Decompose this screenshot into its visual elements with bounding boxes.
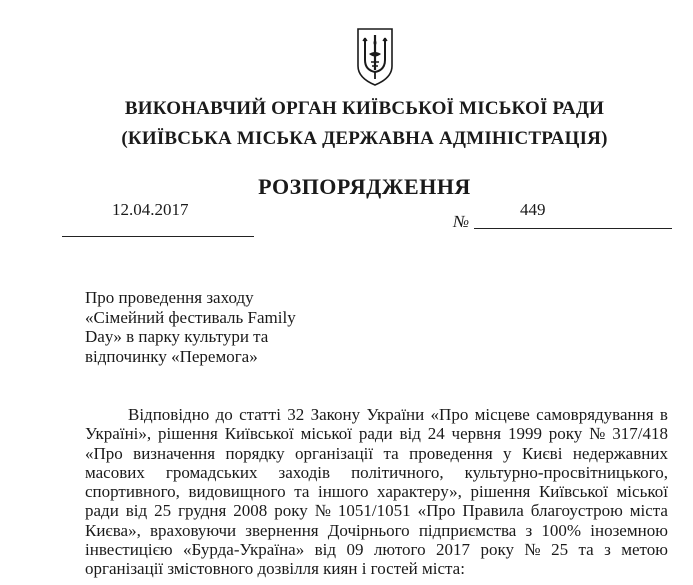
body-line: спортивного, видовищного та іншого характеру», рішення Київської міської [85, 482, 668, 502]
body-line: масових громадських заходів політичного, культурно-просвітницького, [85, 462, 668, 482]
number-sign: № [453, 212, 470, 231]
body-line: ради від 25 грудня 2008 року № 1051/1051 «Про Правила благоустрою міста [85, 501, 668, 521]
issuing-authority-name: ВИКОНАВЧИЙ ОРГАН КИЇВСЬКОЇ МІСЬКОЇ РАДИ [124, 98, 605, 119]
document-subject [85, 288, 345, 366]
document-number: 449 [520, 200, 546, 219]
document-body [85, 405, 668, 579]
trident-emblem-icon [355, 26, 395, 88]
body-line: організації змістовного дозвілля киян і гостей міста: [85, 559, 465, 579]
document-date: 12.04.2017 [112, 200, 189, 219]
subject-line: Day» в парку культури та [85, 327, 269, 346]
body-line: Відповідно до статті 32 Закону України «Про місцеве самоврядування в [128, 405, 668, 424]
subject-line: «Сімейний фестиваль Family [85, 307, 296, 327]
issuing-authority-alt-name: (КИЇВСЬКА МІСЬКА ДЕРЖАВНА АДМІНІСТРАЦІЯ) [121, 128, 608, 149]
subject-line: відпочинку «Перемога» [85, 346, 258, 366]
number-underline [474, 228, 672, 229]
body-line: інвестицією «Бурда-Україна» від 09 лютого 2017 року № 25 та з метою [85, 540, 668, 560]
subject-line: Про проведення заходу [85, 288, 254, 307]
date-underline [62, 236, 254, 237]
body-line: Україні», рішення Київської міської ради від 24 червня 1999 року № 317/418 [85, 424, 668, 444]
body-line: «Про визначення порядку організації та проведення у Києві недержавних [85, 443, 668, 463]
document-type-title: РОЗПОРЯДЖЕННЯ [258, 174, 471, 199]
body-line: Києва», враховуючи звернення Дочірнього підприємства з 100% іноземною [85, 520, 668, 540]
